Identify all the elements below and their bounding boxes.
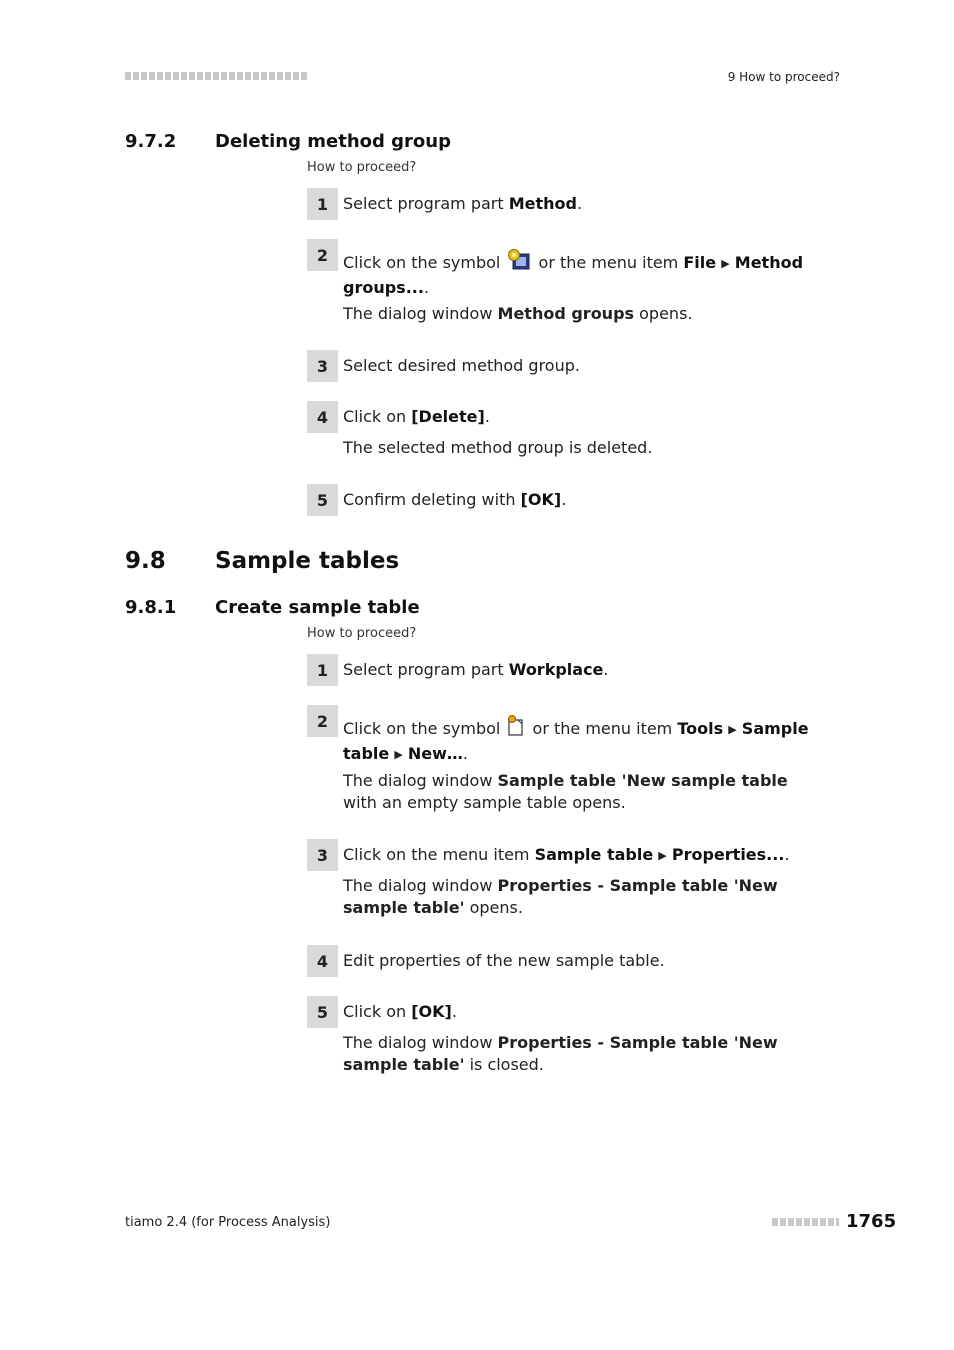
step-number: 3 [307, 839, 338, 871]
step-text: Edit properties of the new sample table. [343, 951, 665, 970]
menu-arrow-icon: ▶ [394, 748, 403, 761]
section-title: Sample tables [215, 548, 400, 574]
footer-product: tiamo 2.4 (for Process Analysis) [125, 1215, 331, 1230]
step-text: Select program part Workplace. [343, 660, 609, 679]
step-5 [307, 996, 817, 1082]
step-result: The dialog window Method groups opens. [343, 304, 693, 323]
step-number: 2 [307, 705, 338, 737]
step-2 [307, 705, 817, 817]
section-number: 9.7.2 [125, 131, 177, 152]
step-number: 2 [307, 239, 338, 271]
step-3 [307, 350, 817, 384]
step-result: The dialog window Properties - Sample table 'New sample table' is closed. [343, 1033, 778, 1074]
method-groups-icon[interactable] [507, 249, 531, 277]
step-text: Select program part Method. [343, 194, 583, 213]
step-text: Click on the menu item Sample table ▶ Properties.... [343, 845, 790, 864]
step-4 [307, 401, 817, 461]
step-number: 1 [307, 188, 338, 220]
step-1 [307, 188, 817, 222]
step-4 [307, 945, 817, 979]
step-text: Click on [OK]. [343, 1002, 457, 1021]
step-1 [307, 654, 817, 688]
step-5 [307, 484, 817, 518]
section-heading-9-8 [125, 548, 825, 578]
step-number: 4 [307, 401, 338, 433]
step-number: 5 [307, 484, 338, 516]
section-number: 9.8 [125, 548, 166, 574]
step-text: Confirm deleting with [OK]. [343, 490, 567, 509]
page-number: 1765 [846, 1211, 897, 1232]
section-title: Create sample table [215, 597, 420, 618]
step-2 [307, 239, 817, 329]
step-3 [307, 839, 817, 925]
section-title: Deleting method group [215, 131, 451, 152]
menu-arrow-icon: ▶ [728, 723, 737, 736]
step-text: Click on the symbol or the menu item Tools ▶ Sample table ▶ New…. [343, 715, 813, 766]
step-number: 5 [307, 996, 338, 1028]
header-chapter: 9 How to proceed? [727, 70, 840, 84]
step-text: Click on the symbol or the menu item File ▶ Method groups.... [343, 249, 813, 299]
step-result: The dialog window Properties - Sample table 'New sample table' opens. [343, 876, 778, 917]
step-number: 4 [307, 945, 338, 977]
step-result: The selected method group is deleted. [343, 438, 653, 457]
step-number: 1 [307, 654, 338, 686]
menu-arrow-icon: ▶ [658, 849, 667, 862]
menu-arrow-icon: ▶ [721, 257, 730, 270]
how-to-proceed-label: How to proceed? [307, 626, 417, 641]
footer-decoration [772, 1218, 839, 1226]
new-sample-table-icon[interactable] [507, 715, 525, 743]
step-result: The dialog window Sample table 'New sample table with an empty sample table opens. [343, 771, 788, 812]
section-heading-9-8-1 [125, 597, 825, 621]
how-to-proceed-label: How to proceed? [307, 160, 417, 175]
section-number: 9.8.1 [125, 597, 177, 618]
section-heading-9-7-2 [125, 131, 825, 155]
step-text: Click on [Delete]. [343, 407, 490, 426]
step-number: 3 [307, 350, 338, 382]
step-text: Select desired method group. [343, 356, 580, 375]
header-decoration [125, 72, 307, 80]
